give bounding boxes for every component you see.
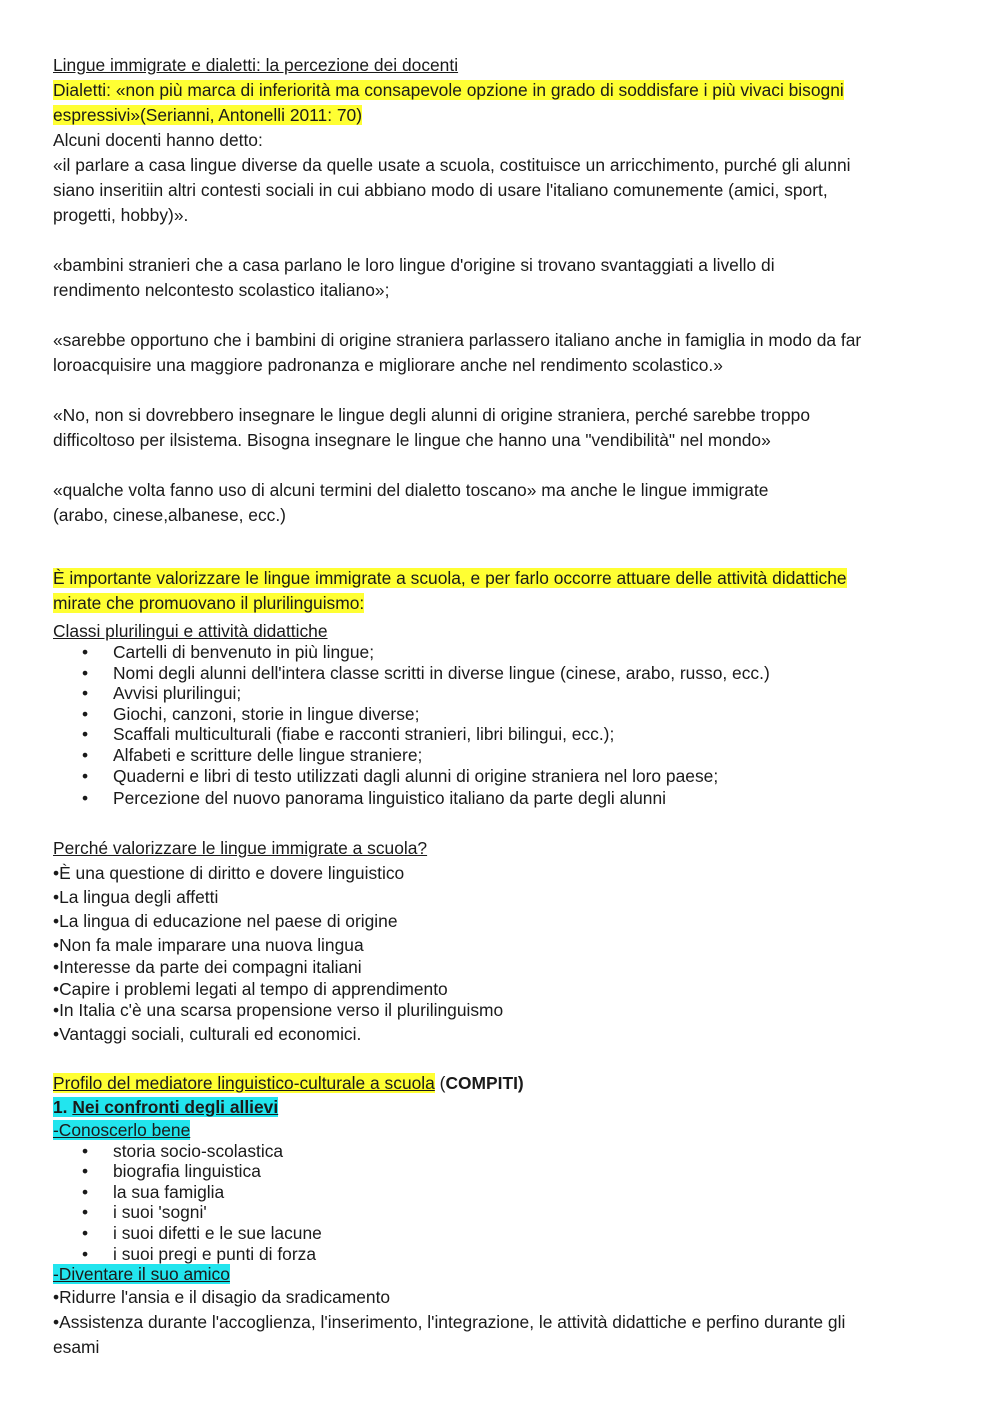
list-item: • Giochi, canzoni, storie in lingue diverse;	[53, 704, 933, 725]
document-page	[53, 53, 933, 1360]
list-item: • Percezione del nuovo panorama linguistico italiano da parte degli alunni	[53, 786, 933, 811]
list-item: • i suoi difetti e le sue lacune	[53, 1223, 933, 1244]
reason-item: •La lingua di educazione nel paese di origine	[53, 911, 398, 932]
know-well-heading	[53, 1119, 933, 1141]
reason-item: •Capire i problemi legati al tempo di apprendimento	[53, 978, 448, 999]
paren-text: (	[434, 1072, 446, 1093]
list-item: • i suoi pregi e punti di forza	[53, 1244, 933, 1265]
quote-2-line-1: «bambini stranieri che a casa parlano le loro lingue d'origine si trovano svantaggiati a livello di	[53, 255, 775, 275]
list-item: • la sua famiglia	[53, 1182, 933, 1203]
list-item: • Nomi degli alunni dell'intera classe scritti in diverse lingue (cinese, arabo, russo, ecc.)	[53, 663, 933, 684]
list-item: • Cartelli di benvenuto in più lingue;	[53, 642, 933, 663]
become-friend-heading	[53, 1264, 933, 1285]
quote-5-line-1: «qualche volta fanno uso di alcuni termini del dialetto toscano» ma anche le lingue immigrate	[53, 480, 769, 500]
list-item: • i suoi 'sogni'	[53, 1202, 933, 1223]
quote-1-line-1: «il parlare a casa lingue diverse da quelle usate a scuola, costituisce un arricchimento, purché gli alunni	[53, 155, 851, 175]
mediator-profile-heading	[53, 1071, 933, 1095]
reason-item: •È una questione di diritto e dovere linguistico	[53, 863, 405, 884]
quote-3-line-2: loroacquisire una maggiore padronanza e migliorare anche nel rendimento scolastico.»	[53, 355, 723, 375]
subsection-title: Nei confronti degli allievi	[72, 1096, 279, 1117]
subsection-students	[53, 1095, 933, 1119]
friend-item: •Assistenza durante l'accoglienza, l'inserimento, l'integrazione, le attività didattiche e perfino durante gli	[53, 1312, 846, 1333]
activities-list	[53, 642, 933, 811]
quote-4-line-2: difficoltoso per ilsistema. Bisogna insegnare le lingue che hanno una "vendibilità" nel mondo»	[53, 430, 771, 450]
quote-2-line-2: rendimento nelcontesto scolastico italiano»;	[53, 280, 390, 300]
tasks-label: COMPITI)	[445, 1072, 524, 1093]
list-item: • Avvisi plurilingui;	[53, 683, 933, 704]
know-well-list	[53, 1141, 933, 1265]
list-item: • Quaderni e libri di testo utilizzati dagli alunni di origine straniera nel loro paese;	[53, 766, 933, 787]
quote-4-line-1: «No, non si dovrebbero insegnare le lingue degli alunni di origine straniera, perché sarebbe troppo	[53, 405, 810, 425]
quote-5-line-2: (arabo, cinese,albanese, ecc.)	[53, 505, 286, 525]
reason-item: •La lingua degli affetti	[53, 887, 219, 908]
list-item: • biografia linguistica	[53, 1161, 933, 1182]
reason-item: •Interesse da parte dei compagni italiani	[53, 957, 362, 978]
teachers-intro: Alcuni docenti hanno detto:	[53, 130, 263, 150]
dialect-quote-line-2	[53, 103, 933, 128]
section-title-activities: Classi plurilingui e attività didattiche	[53, 621, 328, 641]
importance-line-1	[53, 566, 933, 591]
subsection-number: 1.	[53, 1096, 73, 1117]
dialect-quote-line-1	[53, 78, 933, 103]
importance-line-2	[53, 591, 933, 616]
reason-item: •Non fa male imparare una nuova lingua	[53, 935, 364, 956]
mediator-profile-title: Profilo del mediatore linguistico-culturale a scuola	[53, 1072, 435, 1093]
highlighted-text: È importante valorizzare le lingue immigrate a scuola, e per farlo occorre attuare delle attività didattiche	[53, 568, 847, 588]
quote-1-line-3: progetti, hobby)».	[53, 205, 189, 225]
become-friend-text: -Diventare il suo amico	[53, 1264, 230, 1285]
highlighted-text: mirate che promuovano il plurilinguismo:	[53, 593, 365, 613]
highlighted-text: espressivi»(Serianni, Antonelli 2011: 70)	[53, 105, 363, 125]
quote-1-line-2: siano inseritiin altri contesti sociali in cui abbiano modo di usare l'italiano comunemente (amici, sport,	[53, 180, 828, 200]
section-title-why: Perché valorizzare le lingue immigrate a scuola?	[53, 838, 428, 859]
section-title-perception: Lingue immigrate e dialetti: la percezione dei docenti	[53, 55, 459, 75]
quote-3-line-1: «sarebbe opportuno che i bambini di origine straniera parlassero italiano anche in famiglia in modo da far	[53, 330, 862, 350]
subsection-students-highlight	[53, 1097, 278, 1117]
list-item: • Alfabeti e scritture delle lingue straniere;	[53, 745, 933, 766]
list-item: • storia socio-scolastica	[53, 1141, 933, 1162]
friend-item: •Ridurre l'ansia e il disagio da sradicamento	[53, 1287, 391, 1308]
know-well-text: -Conoscerlo bene	[53, 1119, 191, 1140]
friend-item: esami	[53, 1337, 100, 1358]
reason-item: •In Italia c'è una scarsa propensione verso il plurilinguismo	[53, 1000, 504, 1021]
list-item: • Scaffali multiculturali (fiabe e racconti stranieri, libri bilingui, ecc.);	[53, 724, 933, 745]
reason-item: •Vantaggi sociali, culturali ed economici.	[53, 1023, 362, 1044]
highlighted-text: Dialetti: «non più marca di inferiorità ma consapevole opzione in grado di soddisfare i più vivaci bisogni	[53, 80, 844, 100]
